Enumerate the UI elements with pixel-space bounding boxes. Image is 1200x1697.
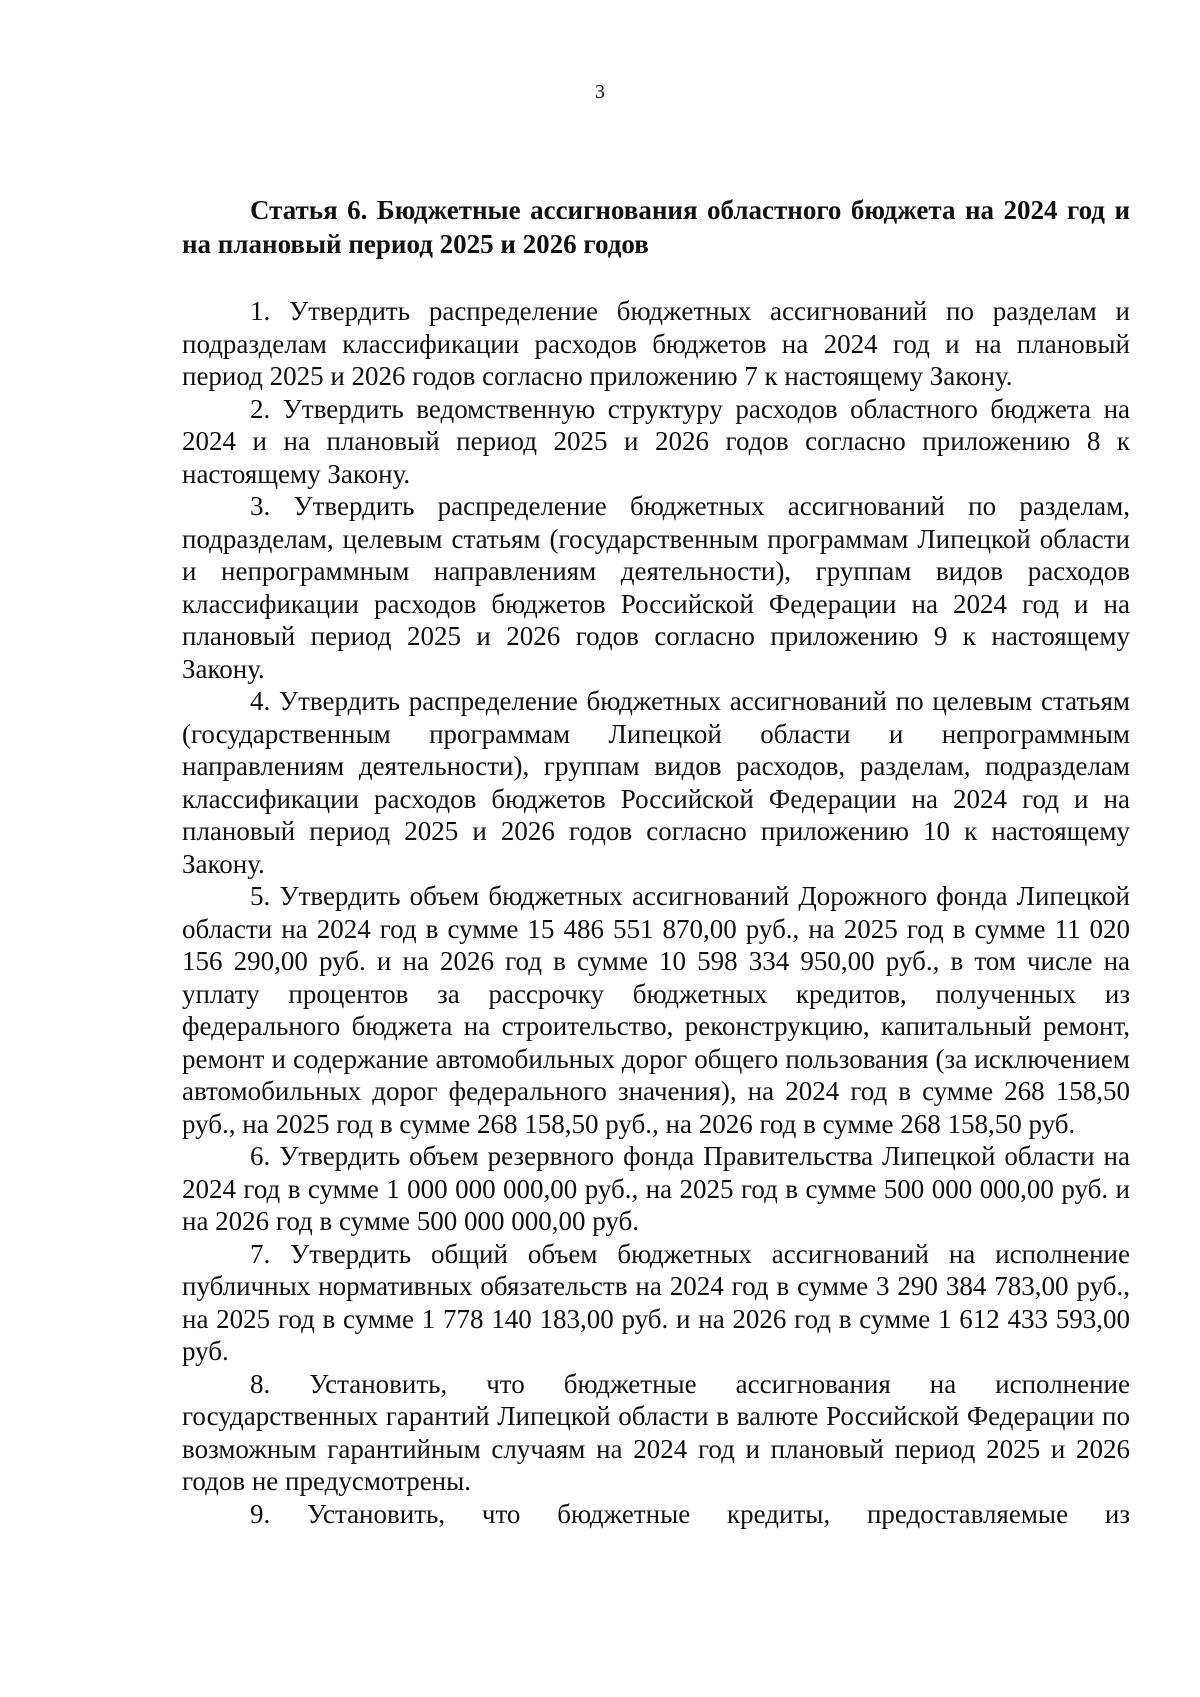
document-body bbox=[182, 193, 1130, 1530]
article-title: Статья 6. Бюджетные ассигнования областного бюджета на 2024 год и на плановый период 2025 и 2026 годов bbox=[182, 195, 1130, 259]
page-number: 3 bbox=[595, 81, 605, 103]
paragraph-9: 9. Установить, что бюджетные кредиты, предоставляемые из bbox=[250, 1498, 1130, 1529]
paragraph-4: 4. Утвердить распределение бюджетных ассигнований по целевым статьям (государственным программам Липецкой области и непрограммным направлениям деятельности), группам видов расходов, разделам, подразделам классификации расходов бюджетов Российской Федерации на 2024 год и на плановый период 2025 и 2026 годов согласно приложению 10 к настоящему Закону. bbox=[182, 686, 1130, 879]
paragraph-8: 8. Установить, что бюджетные ассигнования на исполнение государственных гарантий Липецкой области в валюте Российской Федерации по возможным гарантийным случаям на 2024 год и плановый период 2025 и 2026 годов не предусмотрены. bbox=[182, 1368, 1130, 1496]
paragraph-5: 5. Утвердить объем бюджетных ассигнований Дорожного фонда Липецкой области на 2024 год в сумме 15 486 551 870,00 руб., на 2025 год в сумме 11 020 156 290,00 руб. и на 2026 год в сумме 10 598 334 950,00 руб., в том числе на уплату процентов за рассрочку бюджетных кредитов, полученных из федерального бюджета на строительство, реконструкцию, капитальный ремонт, ремонт и содержание автомобильных дорог общего пользования (за исключением автомобильных дорог федерального значения), на 2024 год в сумме 268 158,50 руб., на 2025 год в сумме 268 158,50 руб., на 2026 год в сумме 268 158,50 руб. bbox=[182, 881, 1130, 1139]
paragraph-2: 2. Утвердить ведомственную структуру расходов областного бюджета на 2024 и на плановый период 2025 и 2026 годов согласно приложению 8 к настоящему Закону. bbox=[182, 393, 1130, 489]
paragraph-7: 7. Утвердить общий объем бюджетных ассигнований на исполнение публичных нормативных обязательств на 2024 год в сумме 3 290 384 783,00 руб., на 2025 год в сумме 1 778 140 183,00 руб. и на 2026 год в сумме 1 612 433 593,00 руб. bbox=[182, 1238, 1130, 1366]
paragraph-6: 6. Утвердить объем резервного фонда Правительства Липецкой области на 2024 год в сумме 1 000 000 000,00 руб., на 2025 год в сумме 500 000 000,00 руб. и на 2026 год в сумме 500 000 000,00 руб. bbox=[182, 1141, 1130, 1236]
paragraph-1: 1. Утвердить распределение бюджетных ассигнований по разделам и подразделам классификации расходов бюджетов на 2024 год и на плановый период 2025 и 2026 годов согласно приложению 7 к настоящему Закону. bbox=[182, 296, 1130, 391]
paragraph-3: 3. Утвердить распределение бюджетных ассигнований по разделам, подразделам, целевым статьям (государственным программам Липецкой области и непрограммным направлениям деятельности), группам видов расходов классификации расходов бюджетов Российской Федерации на 2024 год и на плановый период 2025 и 2026 годов согласно приложению 9 к настоящему Закону. bbox=[182, 491, 1130, 684]
